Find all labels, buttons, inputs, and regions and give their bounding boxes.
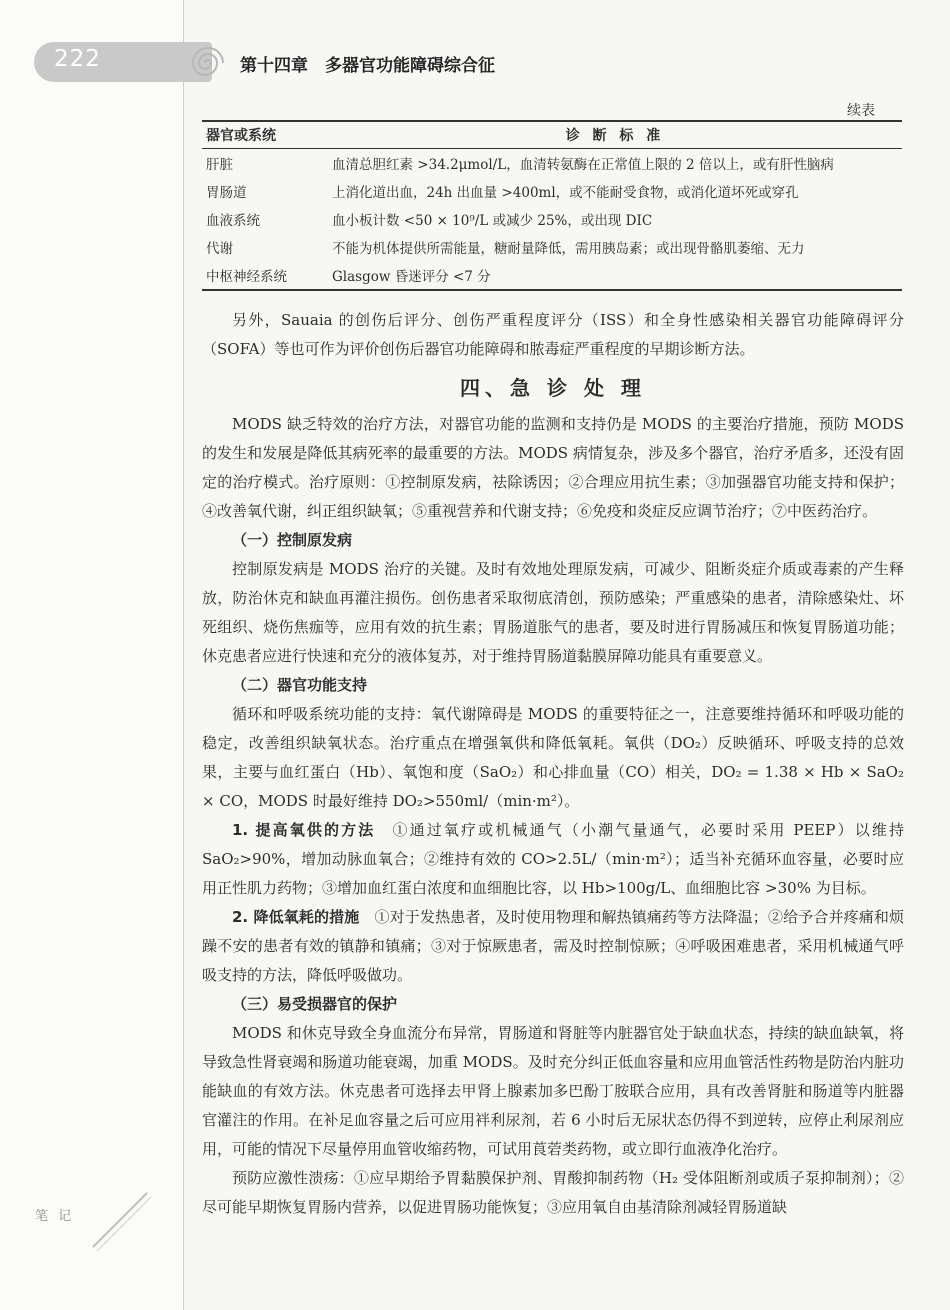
table-continued-label: 续表 (847, 103, 875, 119)
organ-cell: 代谢 (206, 241, 233, 257)
organ-cell: 血液系统 (206, 213, 260, 229)
criteria-cell: 不能为机体提供所需能量，糖耐量降低，需用胰岛素；或出现骨骼肌萎缩、无力 (332, 241, 805, 257)
diagnostic-criteria-table (202, 120, 902, 291)
criteria-cell: Glasgow 昏迷评分 <7 分 (328, 261, 902, 290)
organ-cell: 胃肠道 (206, 185, 247, 201)
subsection-heading-organ-support: （二）器官功能支持 (232, 676, 368, 694)
numbered-item-heading: 2. 降低氧耗的措施 (232, 908, 360, 926)
section-intro-paragraph: MODS 缺乏特效的治疗方法，对器官功能的监测和支持仍是 MODS 的主要治疗措施，预防 MODS 的发生和发展是降低其病死率的最重要的方法。MODS 病情复杂，涉及多个器官，治疗矛盾多，还没有固定的治疗模式。治疗原则：①控制原发病，祛除诱因；②合理应用抗生素；③加强器官功能支持和保护；④改善氧代谢，纠正组织缺氧；⑤重视营养和代谢支持；⑥免疫和炎症反应调节治疗；⑦中医药治疗。 (202, 415, 904, 520)
spiral-ornament-icon (186, 44, 230, 82)
subsection-paragraph: 循环和呼吸系统功能的支持：氧代谢障碍是 MODS 的重要特征之一，注意要维持循环和呼吸功能的稳定，改善组织缺氧状态。治疗重点在增强氧供和降低氧耗。氧供（DO₂）反映循环、呼吸支持的总效果，主要与血红蛋白（Hb）、氧饱和度（SaO₂）和心排血量（CO）相关，DO₂ = 1.38 × Hb × SaO₂ × CO，MODS 时最好维持 DO₂>550ml/（min·m²）。 (202, 705, 904, 810)
table-row (202, 177, 902, 205)
table-row (202, 149, 902, 178)
subsection-paragraph: 预防应激性溃疡：①应早期给予胃黏膜保护剂、胃酸抑制药物（H₂ 受体阻断剂或质子泵抑制剂）；②尽可能早期恢复胃肠内营养，以促进胃肠功能恢复；③应用氧自由基清除剂减轻胃肠道缺 (202, 1169, 904, 1216)
column-header-organ: 器官或系统 (202, 121, 328, 149)
page-number: 222 (54, 46, 101, 72)
table-row (202, 205, 902, 233)
pencil-icon (85, 1185, 155, 1255)
criteria-cell: 血小板计数 <50 × 10⁹/L 或减少 25%，或出现 DIC (332, 213, 653, 229)
subsection-paragraph: MODS 和休克导致全身血流分布异常，胃肠道和肾脏等内脏器官处于缺血状态，持续的缺血缺氧，将导致急性肾衰竭和肠道功能衰竭，加重 MODS。及时充分纠正低血容量和应用血管活性药物是防治内脏功能缺血的有效方法。休克患者可选择去甲肾上腺素加多巴酚丁胺联合应用，具有改善肾脏和肠道等内脏器官灌注的作用。在补足血容量之后可应用袢利尿剂，若 6 小时后无尿状态仍得不到逆转，应停止利尿剂应用，可能的情况下尽量停用血管收缩药物，可试用莨菪类药物，或立即行血液净化治疗。 (202, 1024, 904, 1158)
subsection-paragraph: 控制原发病是 MODS 治疗的关键。及时有效地处理原发病，可减少、阻断炎症介质或毒素的产生释放，防治休克和缺血再灌注损伤。创伤患者采取彻底清创，预防感染；严重感染的患者，清除感染灶、坏死组织、烧伤焦痂等，应用有效的抗生素；胃肠道胀气的患者，要及时进行胃肠减压和恢复胃肠道功能；休克患者应进行快速和充分的液体复苏，对于维持胃肠道黏膜屏障功能具有重要意义。 (202, 560, 904, 665)
criteria-cell: 血清总胆红素 >34.2μmol/L，血清转氨酶在正常值上限的 2 倍以上，或有肝性脑病 (332, 157, 834, 173)
subsection-heading-primary-disease: （一）控制原发病 (232, 531, 353, 549)
table-row (202, 261, 902, 290)
numbered-item-text: ①通过氧疗或机械通气（小潮气量通气，必要时采用 PEEP）以维持 SaO₂>90%，增加动脉血氧合；②维持有效的 CO>2.5L/（min·m²）；适当补充循环血容量，必要时应用正性肌力药物；③增加血红蛋白浓度和血细胞比容，以 Hb>100g/L、血细胞比容 >30% 为目标。 (202, 821, 904, 897)
chapter-title: 第十四章 多器官功能障碍综合征 (240, 56, 495, 76)
table-header-row (202, 121, 902, 149)
criteria-cell: 上消化道出血，24h 出血量 >400ml，或不能耐受食物，或消化道坏死或穿孔 (332, 185, 799, 201)
subsection-heading-organ-protection: （三）易受损器官的保护 (232, 995, 398, 1013)
organ-cell: 中枢神经系统 (202, 261, 328, 290)
numbered-item-paragraph (202, 816, 904, 903)
column-header-criteria: 诊 断 标 准 (328, 121, 902, 149)
numbered-item-paragraph (202, 903, 904, 990)
table-row (202, 233, 902, 261)
left-margin (0, 0, 183, 1310)
notes-label: 笔 记 (35, 1209, 75, 1224)
section-body (202, 410, 904, 1222)
intro-paragraph: 另外，Sauaia 的创伤后评分、创伤严重程度评分（ISS）和全身性感染相关器官功能障碍评分（SOFA）等也可作为评价创伤后器官功能障碍和脓毒症严重程度的早期诊断方法。 (202, 311, 904, 358)
intro-paragraph-block (202, 306, 904, 364)
numbered-item-text: ①对于发热患者，及时使用物理和解热镇痛药等方法降温；②给予合并疼痛和烦躁不安的患者有效的镇静和镇痛；③对于惊厥患者，需及时控制惊厥；④呼吸困难患者，采用机械通气呼吸支持的方法，降低呼吸做功。 (202, 908, 904, 984)
numbered-item-heading: 1. 提高氧供的方法 (232, 821, 376, 839)
section-title: 四、急 诊 处 理 (460, 376, 646, 400)
margin-divider (183, 0, 184, 1310)
organ-cell: 肝脏 (206, 157, 233, 173)
